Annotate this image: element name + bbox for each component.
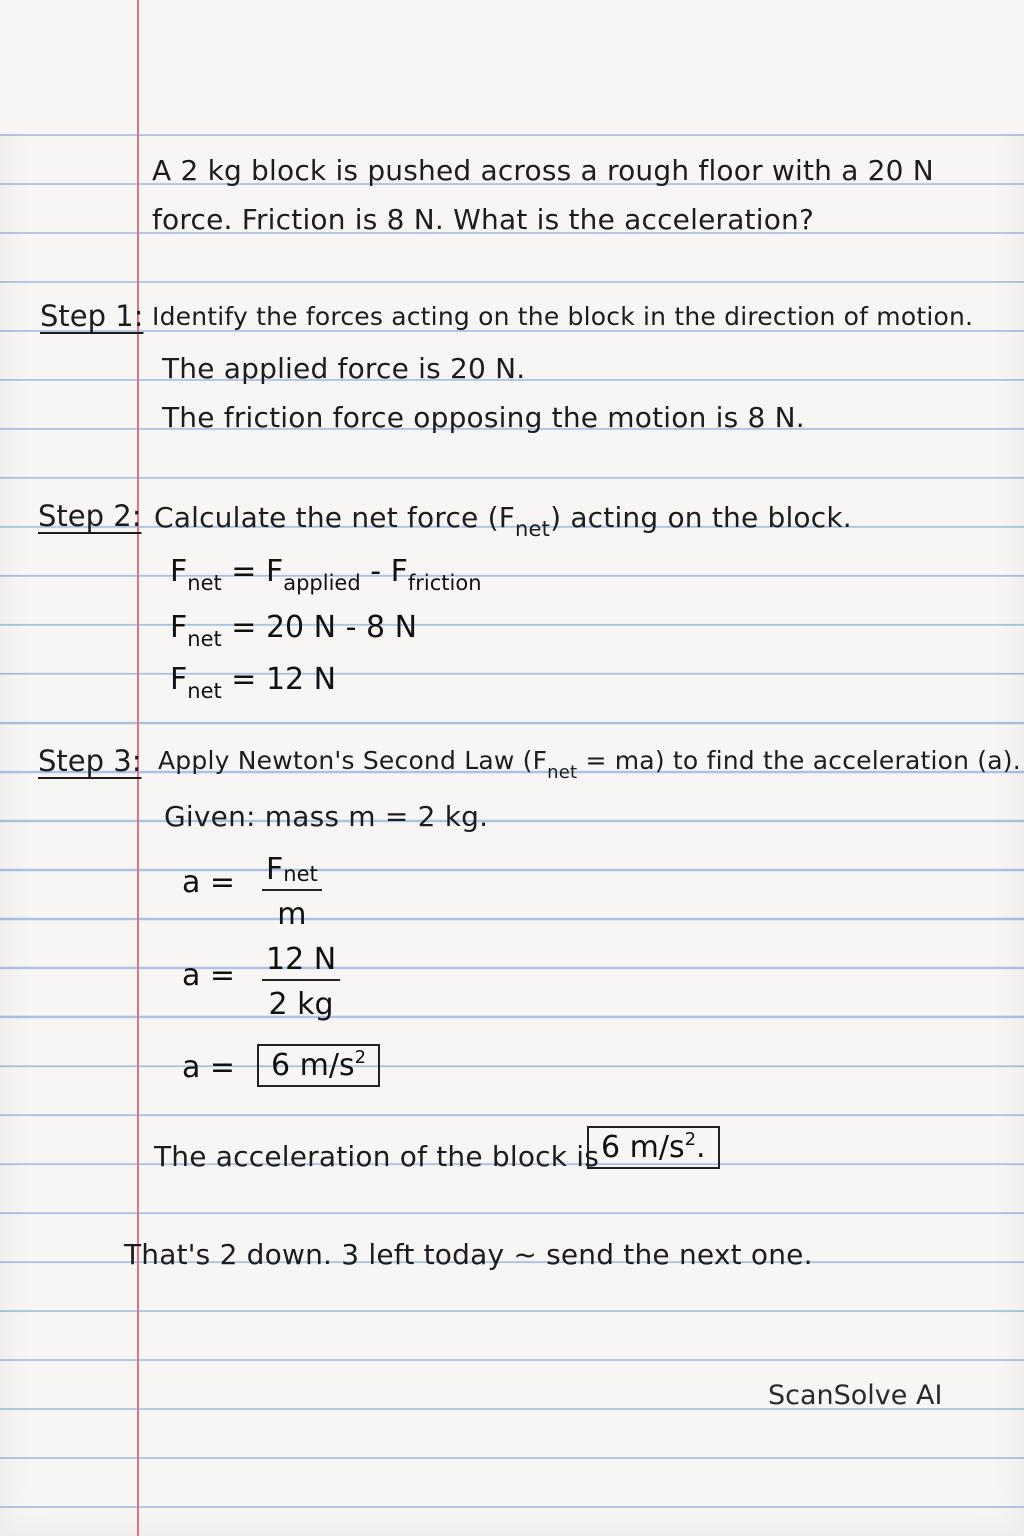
step-3-title-post: = ma) to find the acceleration (a).	[577, 746, 1021, 775]
answer-exponent: 2	[684, 1129, 697, 1150]
fnet-subscript: net	[187, 571, 222, 595]
top-margin	[0, 0, 1024, 132]
accel-formula-lhs: a =	[182, 865, 236, 900]
step-2-label: Step 2:	[38, 499, 142, 533]
net-force-value: = 12 N	[231, 662, 337, 697]
step-3-title-pre: Apply Newton's Second Law (F	[158, 746, 548, 775]
step-3-title-sub: net	[547, 762, 578, 783]
step-3-title	[158, 746, 1021, 783]
ffriction-subscript: friction	[407, 571, 482, 595]
step-2-title	[154, 501, 852, 541]
accel-exponent: 2	[354, 1047, 367, 1068]
net-force-rhs: = 20 N - 8 N	[231, 610, 418, 645]
step-1-line-2: The friction force opposing the motion is 8 N.	[162, 401, 805, 434]
fnet-subscript: net	[187, 679, 222, 703]
step-2-title-post: ) acting on the block.	[550, 501, 852, 534]
fapplied-subscript: applied	[283, 571, 361, 595]
accel-value: 6 m/s	[271, 1048, 355, 1083]
fnet-subscript: net	[283, 862, 318, 886]
step-2-title-sub: net	[515, 517, 551, 541]
accel-result-box	[257, 1044, 380, 1087]
minus-sign: -	[370, 554, 382, 589]
fraction-denominator: 2 kg	[268, 987, 334, 1022]
conclusion-text: The acceleration of the block is	[154, 1140, 600, 1173]
fnet-symbol: F	[170, 610, 188, 645]
fnet-symbol: F	[266, 852, 284, 887]
fraction-denominator: m	[277, 897, 307, 932]
answer-value: 6 m/s	[601, 1130, 685, 1165]
equals-sign: =	[231, 554, 257, 589]
problem-line-1: A 2 kg block is pushed across a rough floor with a 20 N	[152, 154, 934, 187]
fnet-subscript: net	[187, 627, 222, 651]
step-1-title: Identify the forces acting on the block in the direction of motion.	[152, 302, 974, 331]
fapplied-symbol: F	[265, 554, 284, 589]
step-3-given: Given: mass m = 2 kg.	[164, 800, 489, 833]
fraction-numerator	[262, 852, 322, 891]
answer-period: .	[696, 1130, 706, 1165]
conclusion-answer-box	[587, 1126, 720, 1169]
accel-result-lhs: a =	[182, 1050, 236, 1085]
problem-line-2: force. Friction is 8 N. What is the acceleration?	[152, 203, 815, 236]
step-1-label: Step 1:	[40, 299, 144, 333]
net-force-formula	[170, 554, 482, 595]
fnet-symbol: F	[170, 662, 188, 697]
brand-watermark: ScanSolve AI	[768, 1380, 943, 1411]
accel-substitution-fraction	[262, 942, 340, 1022]
net-force-result	[170, 662, 337, 703]
fnet-symbol: F	[170, 554, 188, 589]
accel-formula-fraction	[262, 852, 322, 932]
step-1-line-1: The applied force is 20 N.	[162, 352, 526, 385]
ffriction-symbol: F	[390, 554, 408, 589]
step-2-title-pre: Calculate the net force (F	[154, 501, 516, 534]
accel-substitution-lhs: a =	[182, 958, 236, 993]
net-force-substitution	[170, 610, 418, 651]
footer-note: That's 2 down. 3 left today ~ send the next one.	[124, 1238, 813, 1271]
step-3-label: Step 3:	[38, 744, 142, 778]
fraction-numerator: 12 N	[262, 942, 340, 981]
